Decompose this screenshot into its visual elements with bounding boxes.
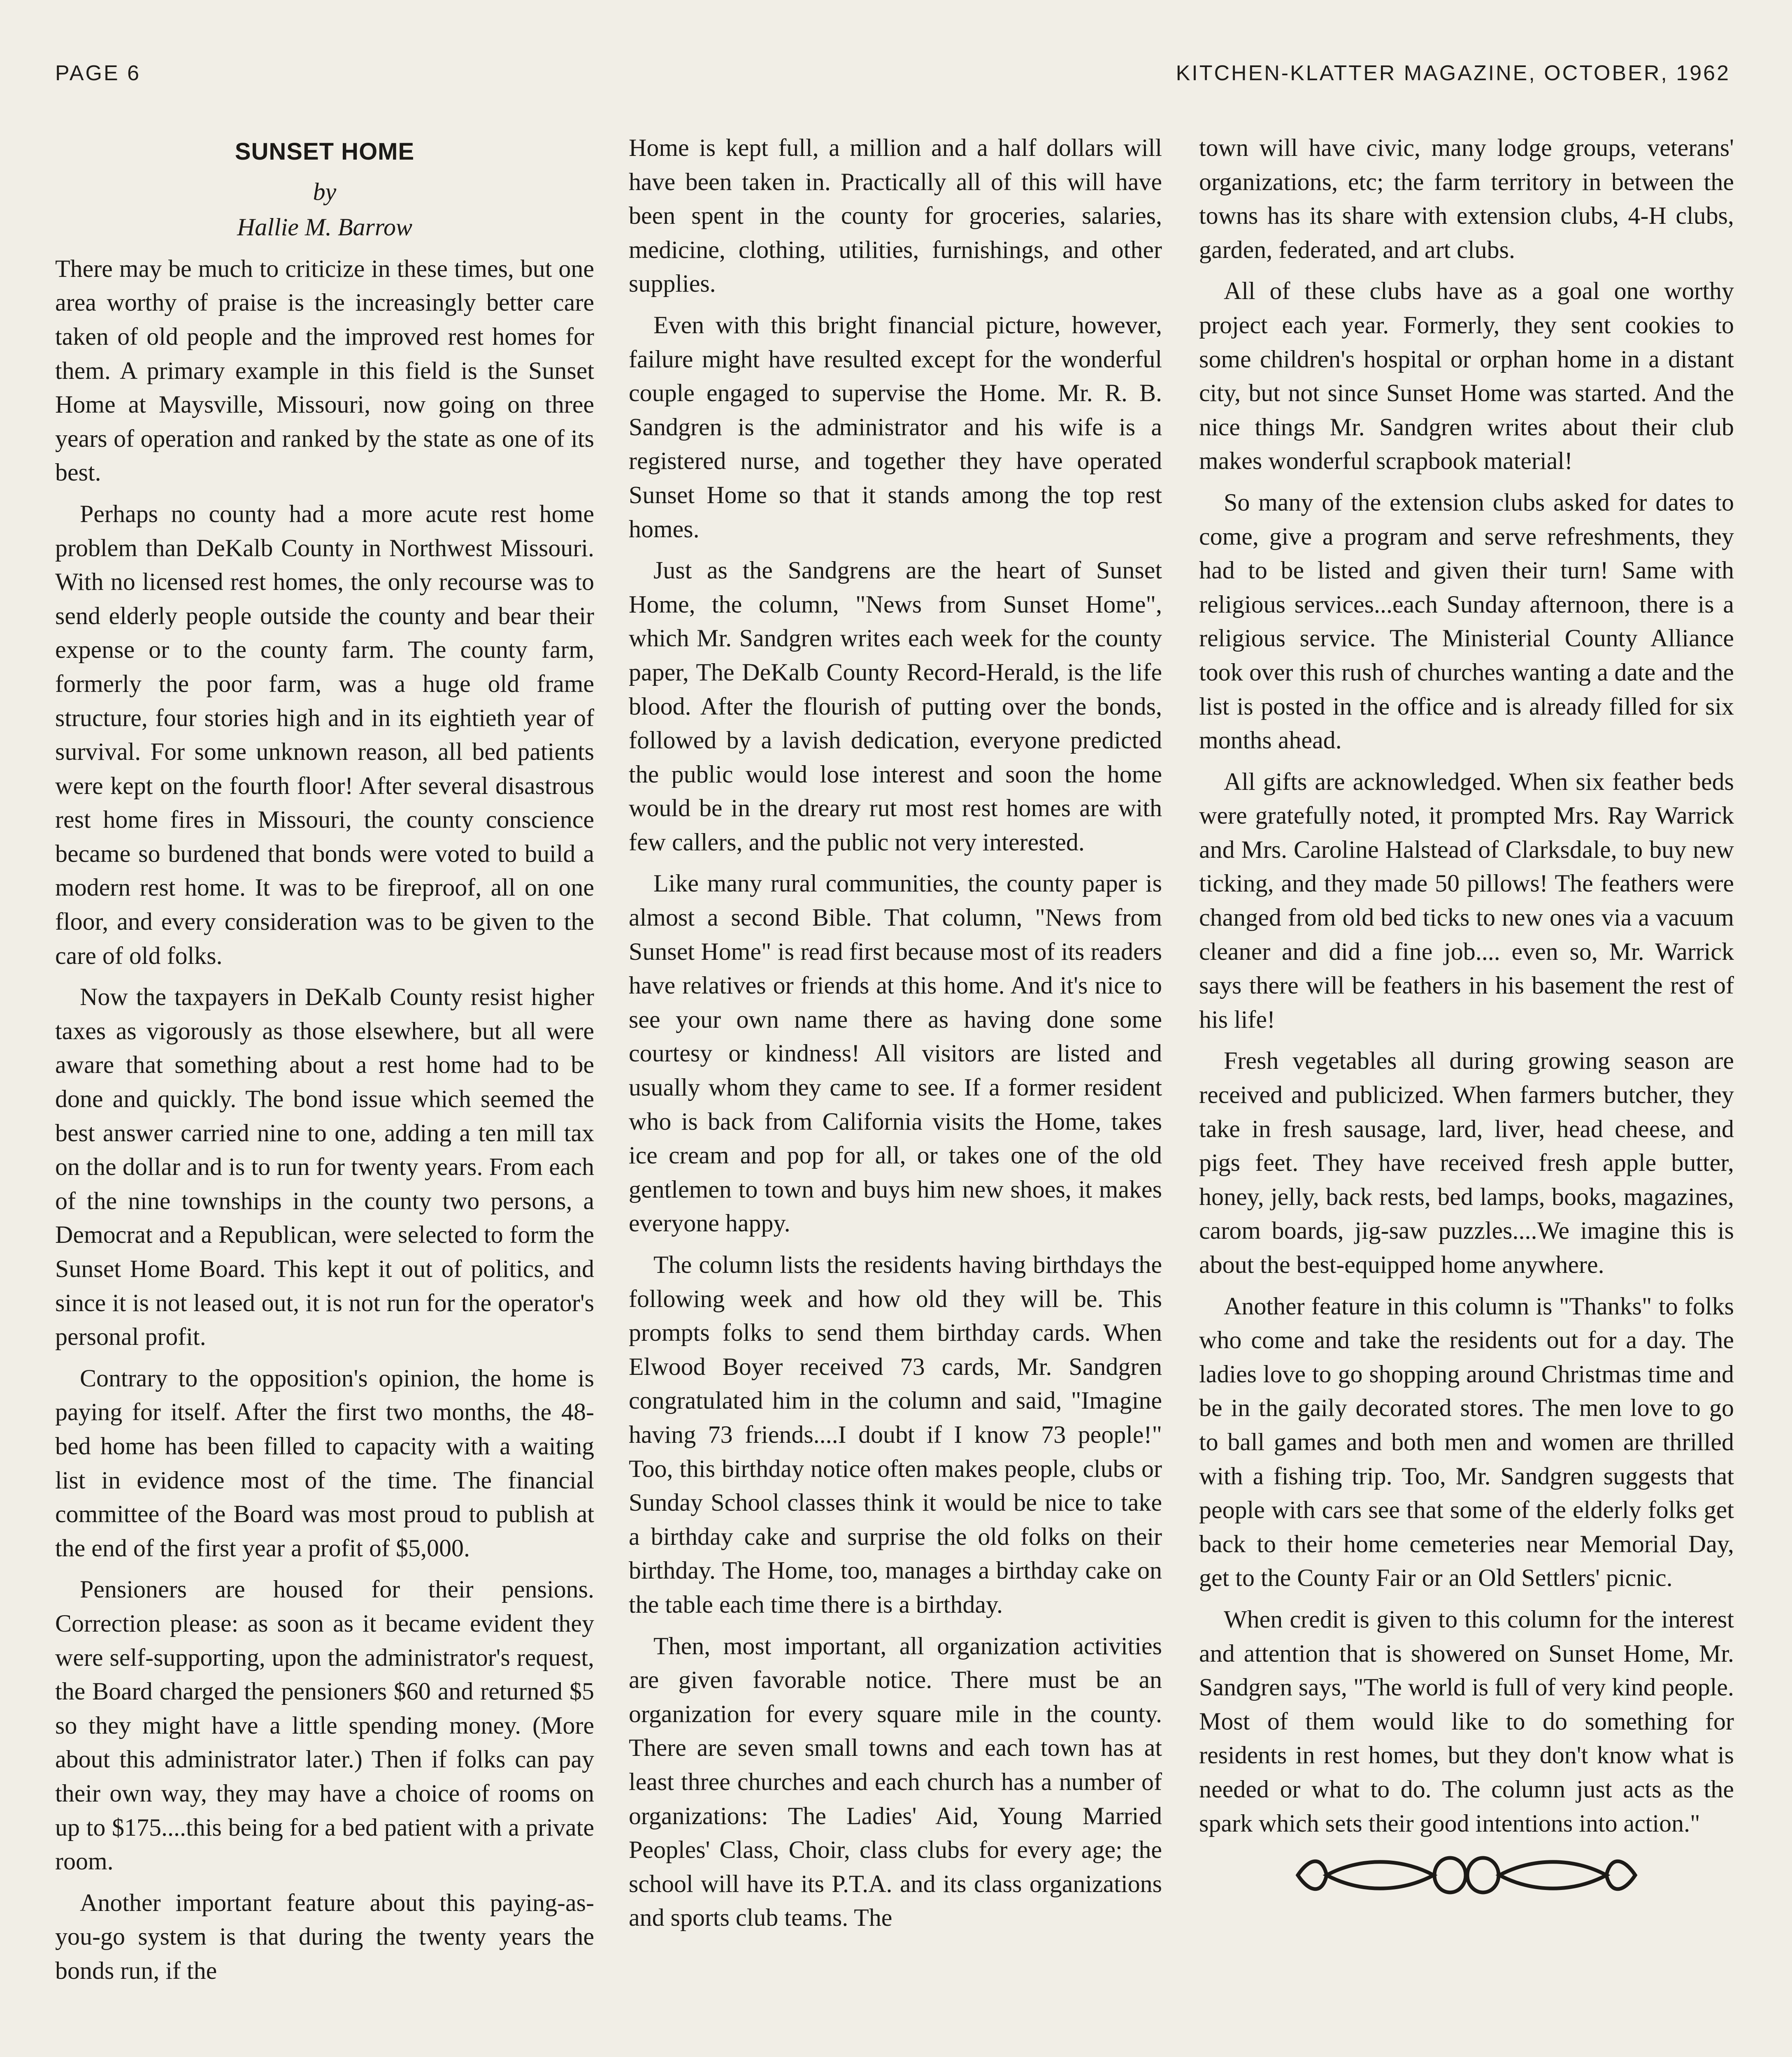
paragraph: Pensioners are housed for their pensions. Correction please: as soon as it became evident they were self-supporting, upon the administrator's request, the Board charged the pensioners $60 and returned $5 so they might have a little spending money. (More about this administrator later.) Then if folks can pay their own way, they may have a choice of rooms on up to $175....this being for a bed patient with a private room. [55,1576,594,1875]
paragraph: There may be much to criticize in these times, but one area worthy of praise is the increasingly better care taken of old people and the improved rest homes for them. A primary example in this field is the Sunset Home at Maysville, Missouri, now going on three years of operation and ranked by the state as one of its best. [55,255,594,486]
paragraph: Like many rural communities, the county paper is almost a second Bible. That column, "News from Sunset Home" is read first because most of its readers have relatives or friends at this home. And it's nice to see your own name there as having done some courtesy or kindness! All visitors are listed and usually whom they came to see. If a former resident who is back from California visits the Home, takes ice cream and pop for all, or takes one of the old gentlemen to town and buys him new shoes, it makes everyone happy. [629,870,1162,1237]
paragraph: Contrary to the opposition's opinion, the home is paying for itself. After the first two months, the 48-bed home has been filled to capacity with a waiting list in evidence most of the time. The financial committee of the Board was most proud to publish at the end of the first year a profit of $5,000. [55,1364,594,1562]
running-header: KITCHEN-KLATTER MAGAZINE, OCTOBER, 1962 [1176,61,1730,85]
paragraph: So many of the extension clubs asked for dates to come, give a program and serve refreshments, they had to be listed and given their turn! Same with religious services...each Sunday afternoon, there is a religious service. The Ministerial County Alliance took over this rush of churches wanting a date and the list is posted in the office and is already filled for six months ahead. [1199,488,1734,754]
article-title: SUNSET HOME [235,138,415,165]
end-ornament-icon [1199,1853,1734,1907]
article-column-2 [629,131,1162,1942]
paragraph: Another important feature about this paying-as-you-go system is that during the twenty years the bonds run, if the [55,1889,594,1984]
paragraph: Fresh vegetables all during growing season are received and publicized. When farmers butcher, they take in fresh sausage, lard, liver, head cheese, and pigs feet. They have received fresh apple butter, honey, jelly, back rests, bed lamps, books, magazines, carom boards, jig-saw puzzles....We imagine this is about the best-equipped home anywhere. [1199,1047,1734,1278]
paragraph: Another feature in this column is "Thanks" to folks who come and take the residents out for a day. The ladies love to go shopping around Christmas time and be in the gaily decorated stores. The men love to go to ball games and both men and women are thrilled with a fishing trip. Too, Mr. Sandgren suggests that people with cars see that some of the elderly folks get back to their home cemeteries near Memorial Day, get to the County Fair or an Old Settlers' picnic. [1199,1292,1734,1592]
paragraph: Just as the Sandgrens are the heart of Sunset Home, the column, "News from Sunset Home", which Mr. Sandgren writes each week for the county paper, The DeKalb County Record-Herald, is the life blood. After the flourish of putting over the bonds, followed by a lavish dedication, everyone predicted the public would lose interest and soon the home would be in the dreary rut most rest homes are with few callers, and the public not very interested. [629,557,1162,856]
paragraph: Then, most important, all organization activities are given favorable notice. There must be an organization for every square mile in the county. There are seven small towns and each town has at least three churches and each church has a number of organizations: The Ladies' Aid, Young Married Peoples' Class, Choir, class clubs for every age; the school will have its P.T.A. and its class organizations and sports club teams. The [629,1632,1162,1932]
paragraph: Now the taxpayers in DeKalb County resist higher taxes as vigorously as those elsewhere, but all were aware that something about a rest home had to be done and quickly. The bond issue which seemed the best answer carried nine to one, adding a ten mill tax on the dollar and is to run for twenty years. From each of the nine townships in the county two persons, a Democrat and a Republican, were selected to form the Sunset Home Board. This kept it out of politics, and since it is not leased out, it is not run for the operator's personal profit. [55,983,594,1351]
paragraph: All of these clubs have as a goal one worthy project each year. Formerly, they sent cookies to some children's hospital or orphan home in a distant city, but not since Sunset Home was started. And the nice things Mr. Sandgren writes about their club makes wonderful scrapbook material! [1199,277,1734,475]
byline-prefix: by [313,178,337,205]
article-column-3 [1199,131,1734,1907]
paragraph: Perhaps no county had a more acute rest home problem than DeKalb County in Northwest Missouri. With no licensed rest homes, the only recourse was to send elderly people outside the county and bear their expense or to the county farm. The county farm, formerly the poor farm, was a huge old frame structure, four stories high and in its eightieth year of survival. For some unknown reason, all bed patients were kept on the fourth floor! After several disastrous rest home fires in Missouri, the county conscience became so burdened that bonds were voted to build a modern rest home. It was to be fireproof, all on one floor, and every consideration was to be given to the care of old folks. [55,500,594,969]
paragraph: When credit is given to this column for the interest and attention that is showered on Sunset Home, Mr. Sandgren says, "The world is full of very kind people. Most of them would like to do something for residents in rest homes, but they don't know what is needed or what to do. The column just acts as the spark which sets their good intentions into action." [1199,1605,1734,1837]
article-column-1 [55,131,594,1995]
page-number: PAGE 6 [55,61,141,85]
paragraph: All gifts are acknowledged. When six feather beds were gratefully noted, it prompted Mrs. Ray Warrick and Mrs. Caroline Halstead of Clarksdale, to buy new ticking, and they made 50 pillows! The feathers were changed from old bed ticks to new ones via a vacuum cleaner and did a fine job.... even so, Mr. Warrick says there will be feathers in his basement the rest of his life! [1199,768,1734,1033]
paragraph: The column lists the residents having birthdays the following week and how old they will be. This prompts folks to send them birthday cards. When Elwood Boyer received 73 cards, Mr. Sandgren congratulated him in the column and said, "Imagine having 73 friends....I doubt if I know 73 people!" Too, this birthday notice often makes people, clubs or Sunday School classes think it would be nice to take a birthday cake and surprise the old folks on their birthday. The Home, too, manages a birthday cake on the table each time there is a birthday. [629,1251,1162,1618]
author-name: Hallie M. Barrow [237,214,413,241]
paragraph: Even with this bright financial picture, however, failure might have resulted except for the wonderful couple engaged to supervise the Home. Mr. R. B. Sandgren is the administrator and his wife is a registered nurse, and together they have operated Sunset Home so that it stands among the top rest homes. [629,311,1162,543]
paragraph: Home is kept full, a million and a half dollars will have been taken in. Practically all of this will have been spent in the county for groceries, salaries, medicine, clothing, utilities, furnishings, and other supplies. [629,134,1162,297]
paragraph: town will have civic, many lodge groups, veterans' organizations, etc; the farm territory in between the towns has its share with extension clubs, 4-H clubs, garden, federated, and art clubs. [1199,134,1734,263]
